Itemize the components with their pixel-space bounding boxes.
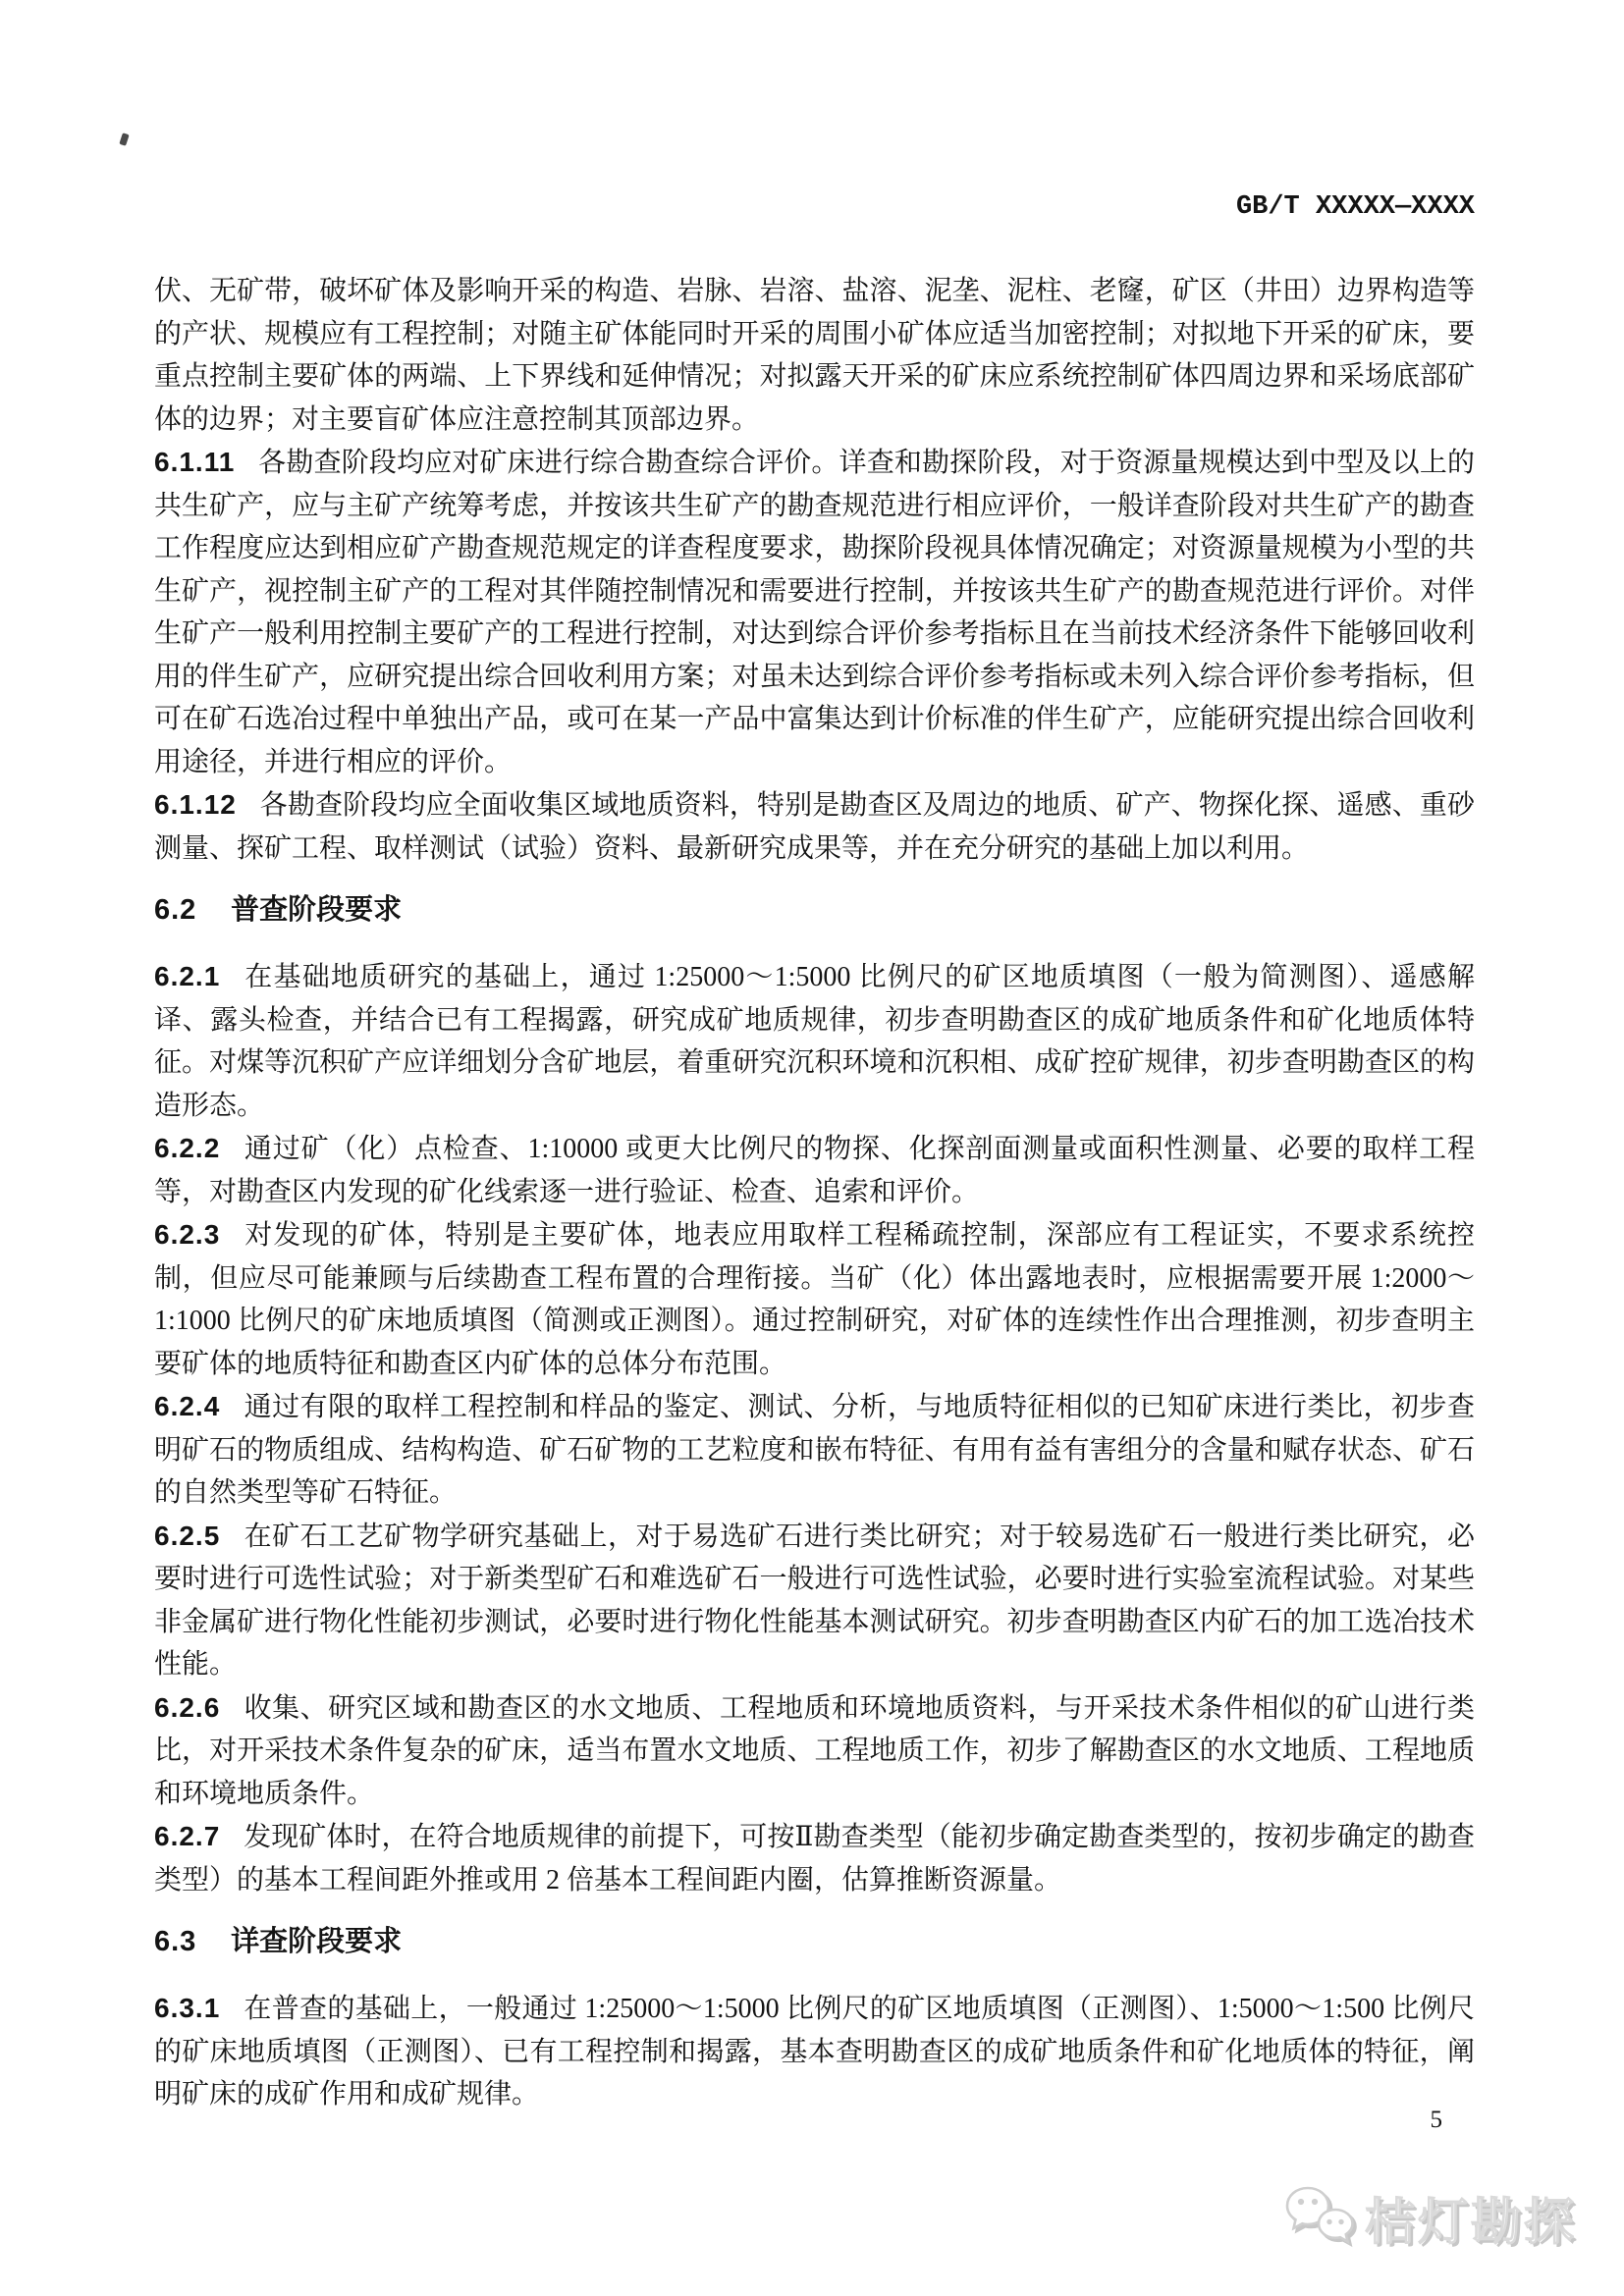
clause-number: 6.2.1 [154, 961, 221, 991]
clause-text: 各勘查阶段均应全面收集区域地质资料，特别是勘查区及周边的地质、矿产、物探化探、遥感、重砂测量、探矿工程、取样测试（试验）资料、最新研究成果等，并在充分研究的基础上加以利用。 [154, 790, 1475, 864]
clause-6-3-1 [154, 1987, 1475, 2116]
clause-text: 对发现的矿体，特别是主要矿体，地表应用取样工程稀疏控制，深部应有工程证实，不要求系统控制，但应尽可能兼顾与后续勘查工程布置的合理衔接。当矿（化）体出露地表时，应根据需要开展 1:2000～1:1000 比例尺的矿床地质填图（简测或正测图）。通过控制研究，对矿体的连续性作出合理推测，初步查明主要矿体的地质特征和勘查区内矿体的总体分布范围。 [154, 1220, 1475, 1379]
clause-number: 6.3.1 [154, 1993, 221, 2023]
scan-artifact [119, 133, 129, 146]
clause-number: 6.2.3 [154, 1219, 221, 1250]
clause-number: 6.1.11 [154, 447, 236, 477]
clause-text: 在矿石工艺矿物学研究基础上，对于易选矿石进行类比研究；对于较易选矿石一般进行类比研究，必要时进行可选性试验；对于新类型矿石和难选矿石一般进行可选性试验，必要时进行实验室流程试验。对某些非金属矿进行物化性能初步测试，必要时进行物化性能基本测试研究。初步查明勘查区内矿石的加工选冶技术性能。 [154, 1521, 1475, 1680]
clause-6-2-3 [154, 1213, 1475, 1385]
watermark [1284, 2181, 1577, 2254]
clause-number: 6.2.7 [154, 1821, 221, 1851]
clause-6-2-5 [154, 1515, 1475, 1686]
clause-6-2-1 [154, 955, 1475, 1127]
clause-6-1-11 [154, 441, 1475, 783]
clause-number: 6.2.2 [154, 1133, 221, 1163]
page-content [154, 192, 1475, 2116]
clause-text: 各勘查阶段均应对矿床进行综合勘查综合评价。详查和勘探阶段，对于资源量规模达到中型及以上的共生矿产，应与主矿产统筹考虑，并按该共生矿产的勘查规范进行相应评价，一般详查阶段对共生矿产的勘查工作程度应达到相应矿产勘查规范规定的详查程度要求，勘探阶段视具体情况确定；对资源量规模为小型的共生矿产，视控制主矿产的工程对其伴随控制情况和需要进行控制，并按该共生矿产的勘查规范进行评价。对伴生矿产一般利用控制主要矿产的工程进行控制，对达到综合评价参考指标且在当前技术经济条件下能够回收利用的伴生矿产，应研究提出综合回收利用方案；对虽未达到综合评价参考指标或未列入综合评价参考指标，但可在矿石选冶过程中单独出产品，或可在某一产品中富集达到计价标准的伴生矿产，应能研究提出综合回收利用途径，并进行相应的评价。 [154, 448, 1475, 777]
heading-number: 6.2 [154, 894, 197, 926]
clause-number: 6.2.4 [154, 1391, 221, 1421]
page-number: 5 [1430, 2107, 1442, 2133]
clause-6-2-6 [154, 1686, 1475, 1816]
clause-6-2-2 [154, 1127, 1475, 1213]
clause-text: 通过有限的取样工程控制和样品的鉴定、测试、分析，与地质特征相似的已知矿床进行类比，初步查明矿石的物质组成、结构构造、矿石矿物的工艺粒度和嵌布特征、有用有益有害组分的含量和赋存状态、矿石的自然类型等矿石特征。 [154, 1392, 1475, 1508]
clause-6-1-12 [154, 783, 1475, 870]
clause-number: 6.1.12 [154, 789, 237, 820]
heading-title: 普查阶段要求 [231, 894, 403, 926]
clause-text: 通过矿（化）点检查、1:10000 或更大比例尺的物探、化探剖面测量或面积性测量、必要的取样工程等，对勘查区内发现的矿化线索逐一进行验证、检查、追索和评价。 [154, 1134, 1475, 1207]
clause-number: 6.2.5 [154, 1520, 221, 1551]
paragraph-continuation: 伏、无矿带，破坏矿体及影响开采的构造、岩脉、岩溶、盐溶、泥垄、泥柱、老窿，矿区（井田）边界构造等的产状、规模应有工程控制；对随主矿体能同时开采的周围小矿体应适当加密控制；对拟地下开采的矿床，要重点控制主要矿体的两端、上下界线和延伸情况；对拟露天开采的矿床应系统控制矿体四周边界和采场底部矿体的边界；对主要盲矿体应注意控制其顶部边界。 [154, 276, 1475, 435]
clause-text: 发现矿体时，在符合地质规律的前提下，可按Ⅱ勘查类型（能初步确定勘查类型的，按初步确定的勘查类型）的基本工程间距外推或用 2 倍基本工程间距内圈，估算推断资源量。 [154, 1822, 1475, 1896]
clause-6-2-7 [154, 1815, 1475, 1901]
heading-title: 详查阶段要求 [231, 1926, 403, 1957]
clause-text: 收集、研究区域和勘查区的水文地质、工程地质和环境地质资料，与开采技术条件相似的矿山进行类比，对开采技术条件复杂的矿床，适当布置水文地质、工程地质工作，初步了解勘查区的水文地质、工程地质和环境地质条件。 [154, 1692, 1475, 1809]
clause-number: 6.2.6 [154, 1691, 221, 1723]
clause-text: 在基础地质研究的基础上，通过 1:25000～1:5000 比例尺的矿区地质填图（一般为简测图）、遥感解译、露头检查，并结合已有工程揭露，研究成矿地质规律，初步查明勘查区的成矿地质条件和矿化地质体特征。对煤等沉积矿产应详细划分含矿地层，着重研究沉积环境和沉积相、成矿控矿规律，初步查明勘查区的构造形态。 [154, 962, 1475, 1121]
standard-code-header: GB/T XXXXX—XXXX [1235, 192, 1475, 222]
section-heading-6-2 [154, 888, 1475, 932]
section-heading-6-3 [154, 1920, 1475, 1963]
watermark-text: 桔灯勘探 [1364, 2194, 1577, 2250]
clause-6-2-4 [154, 1385, 1475, 1515]
clause-text: 在普查的基础上，一般通过 1:25000～1:5000 比例尺的矿区地质填图（正测图）、1:5000～1:500 比例尺的矿床地质填图（正测图）、已有工程控制和揭露，基本查明勘查区的成矿地质条件和矿化地质体的特征，阐明矿床的成矿作用和成矿规律。 [154, 1994, 1475, 2109]
heading-number: 6.3 [154, 1926, 197, 1957]
wechat-icon [1284, 2184, 1357, 2251]
